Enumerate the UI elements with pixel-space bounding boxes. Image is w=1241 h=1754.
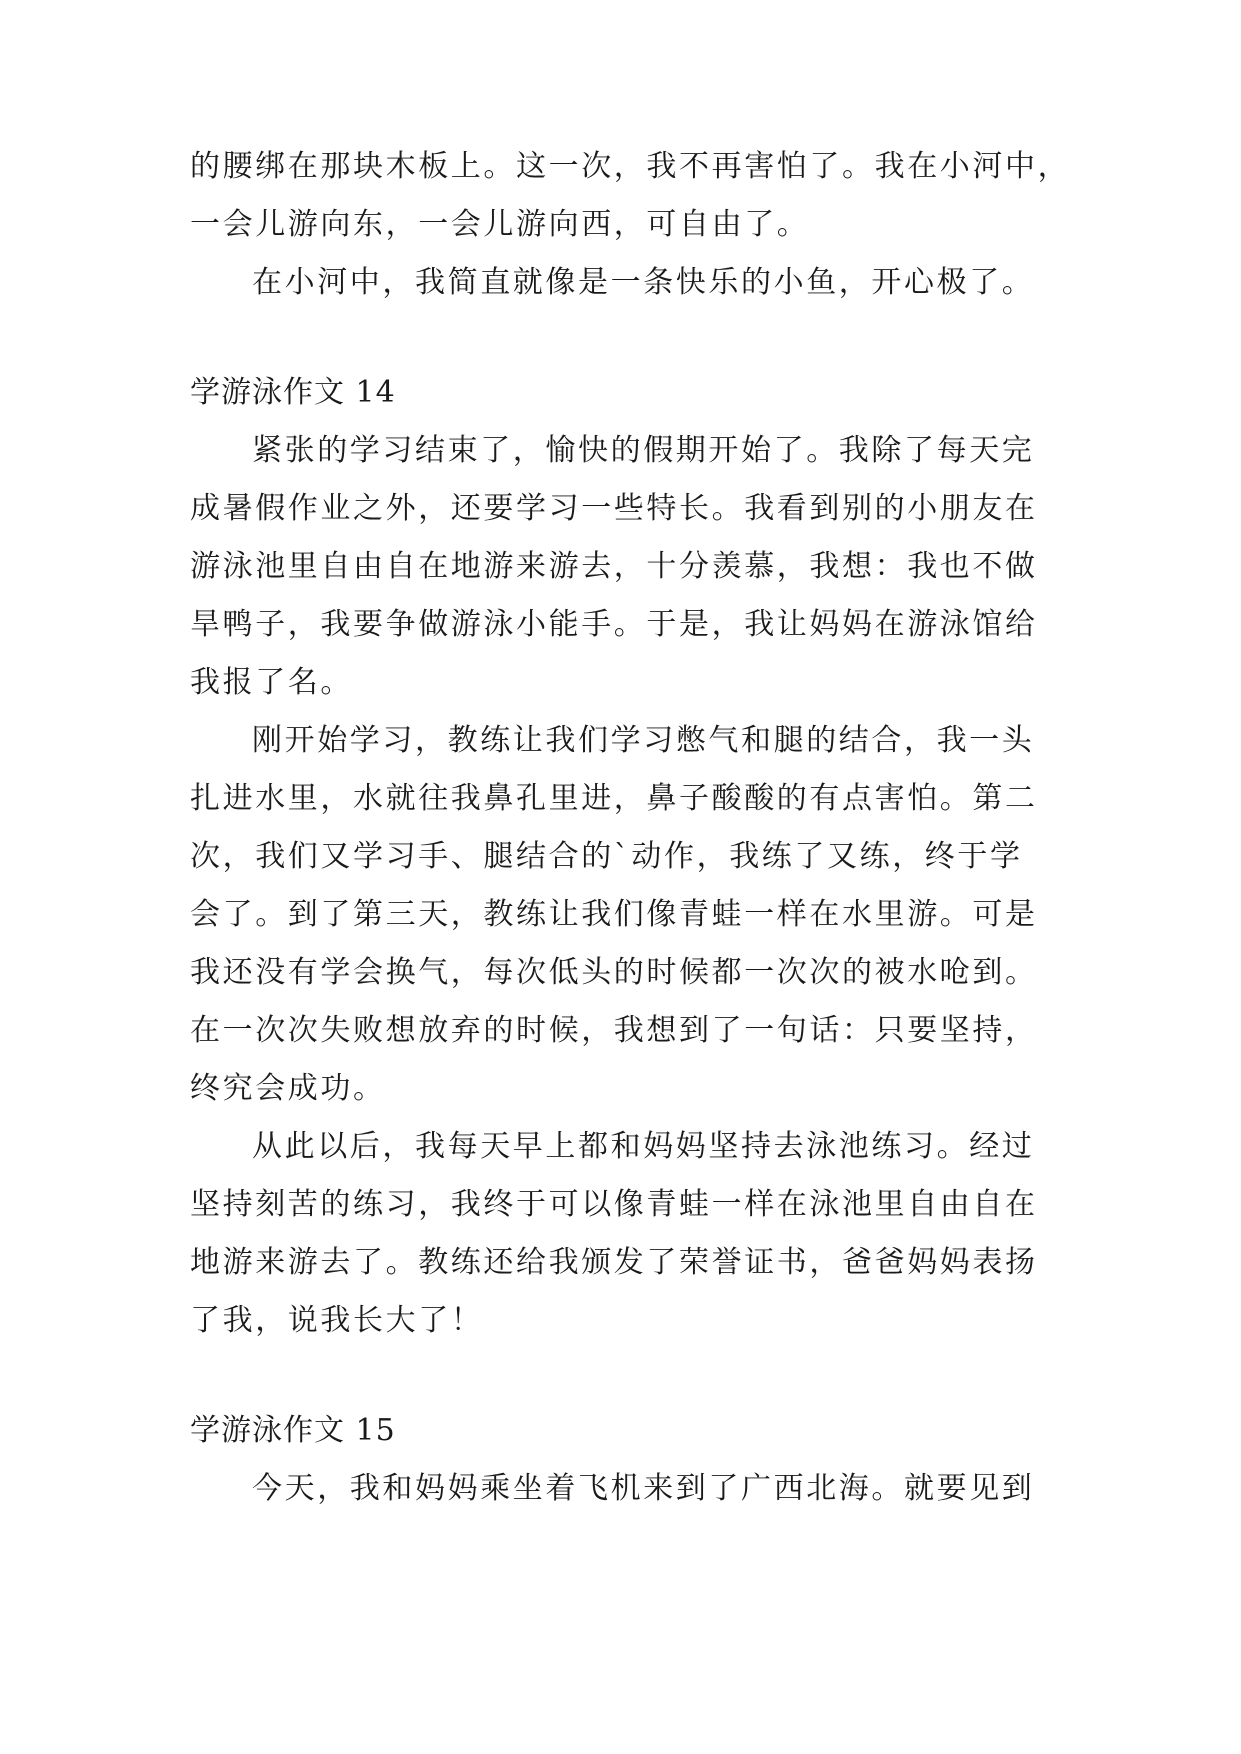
paragraph-line: 的腰绑在那块木板上。这一次，我不再害怕了。我在小河中，	[190, 149, 1071, 184]
essay-15	[190, 1402, 1070, 1518]
document-page	[190, 138, 1070, 1518]
paragraph-line: 我还没有学会换气，每次低头的时候都一次次的被水呛到。	[190, 955, 1038, 990]
paragraph-line: 我报了名。	[190, 665, 353, 700]
paragraph-line: 坚持刻苦的练习，我终于可以像青蛙一样在泳池里自由自在	[190, 1187, 1038, 1222]
essay-13-continuation	[190, 138, 1070, 312]
paragraph-line: 地游来游去了。教练还给我颁发了荣誉证书，爸爸妈妈表扬	[190, 1245, 1038, 1280]
paragraph-line: 旱鸭子，我要争做游泳小能手。于是，我让妈妈在游泳馆给	[190, 607, 1038, 642]
essay-14	[190, 364, 1070, 1350]
paragraph-line: 次，我们又学习手、腿结合的`动作，我练了又练，终于学	[190, 839, 1023, 874]
essay-title: 学游泳作文 15	[190, 1413, 396, 1448]
paragraph-line: 终究会成功。	[190, 1071, 386, 1106]
paragraph-line: 了我，说我长大了！	[190, 1303, 484, 1338]
paragraph-line: 在小河中，我简直就像是一条快乐的小鱼，开心极了。	[252, 265, 1035, 300]
paragraph-line: 游泳池里自由自在地游来游去，十分羡慕，我想：我也不做	[190, 549, 1038, 584]
paragraph-line: 紧张的学习结束了，愉快的假期开始了。我除了每天完	[252, 433, 1035, 468]
paragraph-line: 刚开始学习，教练让我们学习憋气和腿的结合，我一头	[252, 723, 1035, 758]
paragraph-line: 从此以后，我每天早上都和妈妈坚持去泳池练习。经过	[252, 1129, 1035, 1164]
paragraph-line: 成暑假作业之外，还要学习一些特长。我看到别的小朋友在	[190, 491, 1038, 526]
paragraph-line: 今天，我和妈妈乘坐着飞机来到了广西北海。就要见到	[252, 1471, 1035, 1506]
paragraph-line: 一会儿游向东，一会儿游向西，可自由了。	[190, 207, 810, 242]
paragraph-line: 在一次次失败想放弃的时候，我想到了一句话：只要坚持，	[190, 1013, 1038, 1048]
paragraph-line: 扎进水里，水就往我鼻孔里进，鼻子酸酸的有点害怕。第二	[190, 781, 1038, 816]
essay-title: 学游泳作文 14	[190, 375, 396, 410]
paragraph-line: 会了。到了第三天，教练让我们像青蛙一样在水里游。可是	[190, 897, 1038, 932]
